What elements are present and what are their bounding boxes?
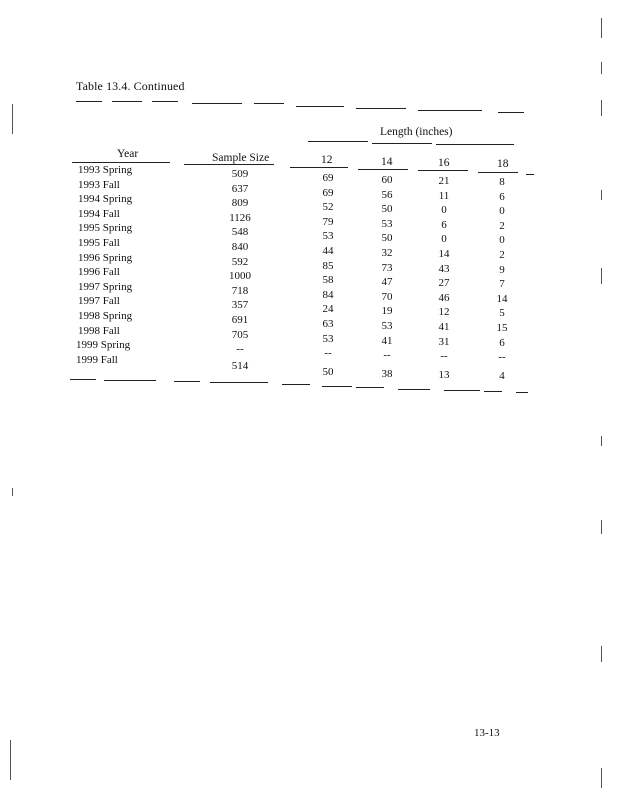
year-cell: 1996 Fall <box>78 266 120 279</box>
length-18-cell: 4 <box>499 369 505 382</box>
year-cell: 1994 Fall <box>78 207 120 220</box>
length-14-cell: 50 <box>381 203 393 216</box>
sample-size-cell: -- <box>236 343 244 356</box>
table-caption: Table 13.4. Continued <box>76 79 185 93</box>
length-18-cell: 14 <box>496 292 508 305</box>
length-14-cell: 32 <box>381 247 393 259</box>
year-cell: 1994 Spring <box>78 193 133 206</box>
sample-size-cell: 705 <box>231 328 249 341</box>
length-12-cell: 52 <box>322 201 334 214</box>
sample-size-cell: 548 <box>231 226 249 239</box>
length-12-cell: 69 <box>322 172 334 184</box>
length-18-cell: -- <box>498 351 506 364</box>
length-16-cell: 46 <box>438 291 450 304</box>
length-14-cell: 60 <box>381 174 393 186</box>
length-14-cell: 38 <box>381 367 393 380</box>
year-cell: 1995 Fall <box>78 237 120 249</box>
length-16-cell: 14 <box>438 248 450 260</box>
length-16-cell: 21 <box>438 175 450 187</box>
sample-size-cell: 509 <box>231 168 249 180</box>
length-14-cell: 70 <box>381 290 393 303</box>
sample-size-cell: 809 <box>231 197 249 210</box>
length-14-cell: 19 <box>381 305 393 318</box>
length-18-cell: 6 <box>499 336 505 349</box>
length-header-14: 14 <box>381 156 393 168</box>
sample-size-cell: 718 <box>231 284 249 297</box>
length-14-cell: 56 <box>381 188 393 201</box>
length-header-16: 16 <box>438 157 450 169</box>
length-14-cell: 41 <box>381 334 393 347</box>
length-14-cell: 50 <box>381 232 393 245</box>
year-cell: 1997 Fall <box>78 295 120 308</box>
year-cell: 1993 Spring <box>78 164 133 176</box>
length-18-cell: 2 <box>499 219 505 232</box>
year-cell: 1995 Spring <box>78 222 133 235</box>
length-16-cell: 6 <box>441 218 447 231</box>
year-cell: 1998 Fall <box>78 324 120 337</box>
year-cell: 1997 Spring <box>78 280 133 293</box>
sample-size-cell: 637 <box>231 182 249 195</box>
year-cell: 1996 Spring <box>78 251 133 264</box>
length-14-cell: 47 <box>381 276 393 289</box>
length-18-cell: 5 <box>499 307 505 320</box>
length-16-cell: -- <box>440 350 448 363</box>
year-cell: 1993 Fall <box>78 178 120 191</box>
length-12-cell: -- <box>324 347 332 360</box>
length-18-cell: 7 <box>499 278 505 291</box>
length-14-cell: 73 <box>381 261 393 274</box>
length-14-cell: 53 <box>381 217 393 230</box>
length-18-cell: 15 <box>496 322 508 334</box>
length-16-cell: 12 <box>438 306 450 319</box>
year-header: Year <box>117 148 139 160</box>
length-16-cell: 41 <box>438 321 450 333</box>
length-12-cell: 85 <box>322 259 334 272</box>
page-number: 13-13 <box>474 727 500 739</box>
length-12-cell: 24 <box>322 303 334 316</box>
length-12-cell: 63 <box>322 318 334 330</box>
length-18-cell: 0 <box>499 205 505 218</box>
length-18-cell: 9 <box>499 263 505 276</box>
sample-size-cell: 357 <box>231 299 249 312</box>
year-cell: 1998 Spring <box>78 310 133 322</box>
length-header-12: 12 <box>321 154 333 166</box>
length-12-cell: 44 <box>322 245 334 257</box>
length-18-cell: 2 <box>499 249 505 261</box>
year-cell: 1999 Fall <box>76 353 118 366</box>
year-cell: 1999 Spring <box>76 339 131 352</box>
length-16-cell: 0 <box>441 204 447 217</box>
length-14-cell: 53 <box>381 320 393 332</box>
length-16-cell: 11 <box>438 189 450 202</box>
length-16-cell: 43 <box>438 262 450 275</box>
length-12-cell: 84 <box>322 288 334 301</box>
length-18-cell: 6 <box>499 190 505 203</box>
length-12-cell: 58 <box>322 274 334 287</box>
length-12-cell: 69 <box>322 186 334 199</box>
sample-size-header: Sample Size <box>212 152 270 164</box>
length-12-cell: 50 <box>322 365 334 378</box>
sample-size-cell: 592 <box>231 255 249 268</box>
length-18-cell: 0 <box>499 234 505 247</box>
length-header-18: 18 <box>497 158 509 170</box>
length-16-cell: 31 <box>438 335 450 348</box>
length-12-cell: 53 <box>322 332 334 345</box>
length-18-cell: 8 <box>499 176 505 188</box>
sample-size-cell: 514 <box>231 359 249 372</box>
sample-size-cell: 691 <box>231 314 249 326</box>
sample-size-cell: 1000 <box>229 270 251 283</box>
length-12-cell: 53 <box>322 230 334 243</box>
length-16-cell: 0 <box>441 233 447 246</box>
length-group-header: Length (inches) <box>380 126 453 138</box>
length-16-cell: 27 <box>438 277 450 290</box>
length-12-cell: 79 <box>322 215 334 228</box>
length-16-cell: 13 <box>438 368 450 381</box>
length-14-cell: -- <box>383 349 391 362</box>
sample-size-cell: 840 <box>231 241 249 253</box>
sample-size-cell: 1126 <box>229 211 251 224</box>
